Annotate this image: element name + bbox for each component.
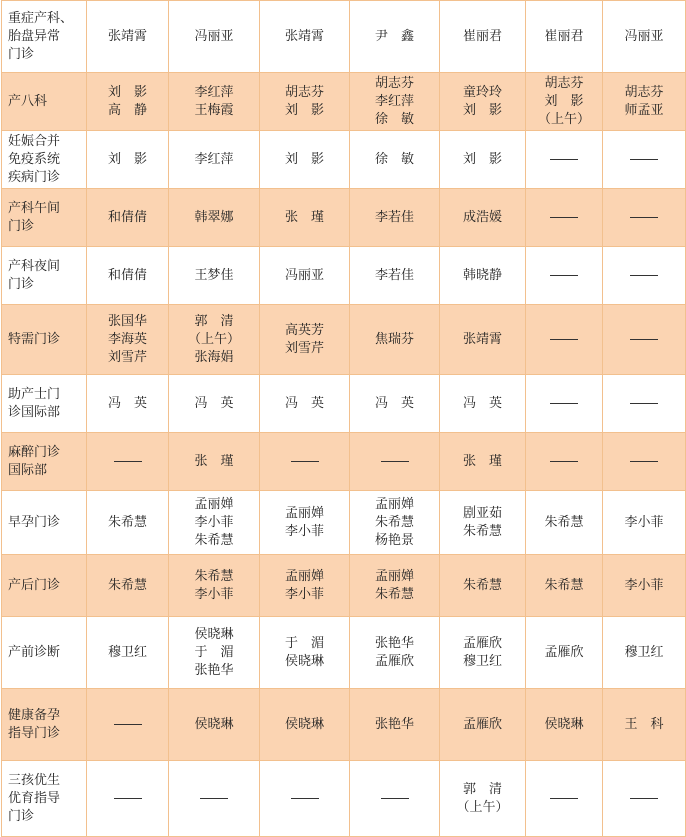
empty-dash xyxy=(550,798,578,799)
doctor-name: 李红萍 xyxy=(194,151,234,167)
doctor-cell xyxy=(603,305,686,375)
doctor-cell xyxy=(260,617,350,689)
doctor-name: 张艳华 xyxy=(194,662,234,678)
doctor-name: 和倩倩 xyxy=(107,209,147,225)
doctor-name: 朱希慧 xyxy=(107,514,147,530)
doctor-name: 朱希慧 xyxy=(544,514,584,530)
doctor-name: 李小菲 xyxy=(284,586,324,602)
doctor-cell xyxy=(169,1,260,73)
doctor-cell xyxy=(526,433,603,491)
doctor-cell xyxy=(169,247,260,305)
doctor-name: 孟雁欣 xyxy=(462,716,502,732)
doctor-name: 李小菲 xyxy=(624,577,664,593)
doctor-cell xyxy=(526,375,603,433)
doctor-name: 穆卫红 xyxy=(462,653,502,669)
doctor-name: 张 瑾 xyxy=(284,209,324,225)
doctor-name: 冯 英 xyxy=(284,395,324,411)
empty-dash xyxy=(550,159,578,160)
doctor-name: 孟丽婵 xyxy=(284,568,324,584)
doctor-cell xyxy=(603,247,686,305)
clinic-name-line: 门诊 xyxy=(8,218,35,234)
doctor-cell xyxy=(87,555,169,617)
doctor-cell xyxy=(440,555,526,617)
clinic-name-cell xyxy=(2,761,87,837)
doctor-cell xyxy=(350,555,440,617)
doctor-name: 刘雪芹 xyxy=(107,349,147,365)
doctor-name: 郭 清 xyxy=(462,781,502,797)
doctor-name: 高英芳 xyxy=(284,322,324,338)
clinic-name-line: 麻醉门诊 xyxy=(8,444,61,460)
doctor-name: 张艳华 xyxy=(374,716,414,732)
doctor-name: 韩晓静 xyxy=(462,267,502,283)
empty-dash xyxy=(550,461,578,462)
empty-dash xyxy=(114,798,142,799)
clinic-name-line: 三孩优生 xyxy=(8,772,61,788)
doctor-cell xyxy=(440,689,526,761)
doctor-name: （上午） xyxy=(187,331,240,347)
doctor-cell xyxy=(169,433,260,491)
empty-dash xyxy=(550,403,578,404)
doctor-cell xyxy=(350,189,440,247)
clinic-name-line: 胎盘异常 xyxy=(8,28,61,44)
empty-dash xyxy=(630,159,658,160)
empty-dash xyxy=(381,798,409,799)
doctor-cell xyxy=(169,617,260,689)
doctor-cell xyxy=(526,305,603,375)
doctor-cell xyxy=(87,1,169,73)
doctor-cell xyxy=(440,131,526,189)
doctor-cell xyxy=(440,433,526,491)
doctor-cell xyxy=(87,131,169,189)
empty-dash xyxy=(550,275,578,276)
doctor-name: 李若佳 xyxy=(374,267,414,283)
doctor-cell xyxy=(350,73,440,131)
doctor-cell xyxy=(260,433,350,491)
clinic-name-line: 诊国际部 xyxy=(8,404,61,420)
doctor-cell xyxy=(169,305,260,375)
doctor-name: 张国华 xyxy=(107,313,147,329)
doctor-cell xyxy=(87,491,169,555)
doctor-cell xyxy=(260,1,350,73)
doctor-cell xyxy=(169,375,260,433)
doctor-cell xyxy=(350,689,440,761)
clinic-name-line: 门诊 xyxy=(8,46,35,62)
doctor-cell xyxy=(440,305,526,375)
doctor-cell xyxy=(87,247,169,305)
doctor-cell xyxy=(87,73,169,131)
doctor-name: 李小菲 xyxy=(194,514,234,530)
doctor-name: 于 湄 xyxy=(284,635,324,651)
doctor-cell xyxy=(526,491,603,555)
doctor-cell xyxy=(260,189,350,247)
clinic-name-cell xyxy=(2,689,87,761)
doctor-cell xyxy=(603,189,686,247)
clinic-name-line: 门诊 xyxy=(8,276,35,292)
doctor-name: 徐 敏 xyxy=(374,111,414,127)
doctor-cell xyxy=(603,131,686,189)
doctor-cell xyxy=(603,1,686,73)
doctor-cell xyxy=(603,689,686,761)
empty-dash xyxy=(630,275,658,276)
clinic-name-cell xyxy=(2,555,87,617)
empty-dash xyxy=(630,339,658,340)
doctor-name: 侯晓琳 xyxy=(284,653,324,669)
doctor-name: 李红萍 xyxy=(194,84,234,100)
schedule-row xyxy=(2,73,686,131)
doctor-name: 冯丽亚 xyxy=(624,28,664,44)
doctor-name: 刘 影 xyxy=(462,151,502,167)
doctor-cell xyxy=(526,73,603,131)
doctor-cell xyxy=(87,689,169,761)
empty-dash xyxy=(114,461,142,462)
doctor-cell xyxy=(526,617,603,689)
doctor-name: 刘雪芹 xyxy=(284,340,324,356)
doctor-name: 崔丽君 xyxy=(544,28,584,44)
clinic-name-cell xyxy=(2,189,87,247)
doctor-cell xyxy=(87,305,169,375)
doctor-name: 朱希慧 xyxy=(462,577,502,593)
schedule-row xyxy=(2,131,686,189)
doctor-name: 侯晓琳 xyxy=(194,626,234,642)
doctor-cell xyxy=(440,247,526,305)
doctor-name: 朱希慧 xyxy=(544,577,584,593)
doctor-cell xyxy=(603,555,686,617)
doctor-name: 李若佳 xyxy=(374,209,414,225)
doctor-cell xyxy=(526,189,603,247)
empty-dash xyxy=(550,217,578,218)
doctor-cell xyxy=(169,555,260,617)
doctor-name: 李红萍 xyxy=(374,93,414,109)
doctor-cell xyxy=(350,131,440,189)
clinic-name-cell xyxy=(2,491,87,555)
doctor-cell xyxy=(87,433,169,491)
clinic-name-cell xyxy=(2,617,87,689)
clinic-name-cell xyxy=(2,305,87,375)
empty-dash xyxy=(550,339,578,340)
clinic-name-line: 国际部 xyxy=(8,462,48,478)
doctor-cell xyxy=(260,305,350,375)
doctor-name: 朱希慧 xyxy=(107,577,147,593)
doctor-name: 张艳华 xyxy=(374,635,414,651)
doctor-cell xyxy=(440,189,526,247)
doctor-cell xyxy=(350,1,440,73)
doctor-name: 穆卫红 xyxy=(107,644,147,660)
doctor-name: 李小菲 xyxy=(284,523,324,539)
doctor-cell xyxy=(603,433,686,491)
clinic-name-line: 产科夜间 xyxy=(8,258,61,274)
clinic-name-line: 门诊 xyxy=(8,808,35,824)
outpatient-schedule-table xyxy=(1,0,686,837)
clinic-name-line: 健康备孕 xyxy=(8,707,61,723)
doctor-name: （上午） xyxy=(537,111,590,127)
doctor-cell xyxy=(526,247,603,305)
doctor-name: 朱希慧 xyxy=(462,523,502,539)
doctor-name: 孟雁欣 xyxy=(544,644,584,660)
doctor-cell xyxy=(440,617,526,689)
doctor-cell xyxy=(603,761,686,837)
doctor-name: 朱希慧 xyxy=(194,532,234,548)
doctor-name: 郭 清 xyxy=(194,313,234,329)
doctor-cell xyxy=(440,761,526,837)
doctor-cell xyxy=(260,491,350,555)
empty-dash xyxy=(291,798,319,799)
schedule-row xyxy=(2,555,686,617)
doctor-cell xyxy=(526,555,603,617)
doctor-cell xyxy=(603,491,686,555)
doctor-name: 刘 影 xyxy=(107,151,147,167)
doctor-name: 朱希慧 xyxy=(374,586,414,602)
doctor-cell xyxy=(350,491,440,555)
clinic-name-cell xyxy=(2,1,87,73)
doctor-cell xyxy=(87,761,169,837)
clinic-name-cell xyxy=(2,131,87,189)
doctor-name: 刘 影 xyxy=(544,93,584,109)
doctor-name: 孟丽婵 xyxy=(374,496,414,512)
doctor-name: 杨艳景 xyxy=(374,532,414,548)
doctor-name: 冯 英 xyxy=(462,395,502,411)
doctor-cell xyxy=(260,761,350,837)
clinic-name-line: 妊娠合并 xyxy=(8,133,61,149)
doctor-name: 侯晓琳 xyxy=(194,716,234,732)
schedule-row xyxy=(2,689,686,761)
doctor-cell xyxy=(526,761,603,837)
doctor-name: 王梦佳 xyxy=(194,267,234,283)
doctor-name: 冯 英 xyxy=(107,395,147,411)
doctor-cell xyxy=(350,433,440,491)
doctor-name: 冯 英 xyxy=(374,395,414,411)
doctor-name: 张 瑾 xyxy=(462,453,502,469)
doctor-name: 徐 敏 xyxy=(374,151,414,167)
doctor-cell xyxy=(169,131,260,189)
clinic-name-cell xyxy=(2,73,87,131)
doctor-name: 孟丽婵 xyxy=(374,568,414,584)
doctor-name: 冯丽亚 xyxy=(284,267,324,283)
doctor-name: 王梅霞 xyxy=(194,102,234,118)
doctor-name: 崔丽君 xyxy=(462,28,502,44)
empty-dash xyxy=(291,461,319,462)
clinic-name-line: 免疫系统 xyxy=(8,151,61,167)
empty-dash xyxy=(630,798,658,799)
doctor-name: 胡志芬 xyxy=(284,84,324,100)
doctor-cell xyxy=(169,761,260,837)
schedule-row xyxy=(2,761,686,837)
doctor-cell xyxy=(526,131,603,189)
doctor-cell xyxy=(440,73,526,131)
doctor-cell xyxy=(350,305,440,375)
doctor-name: 张靖霄 xyxy=(462,331,502,347)
doctor-name: 李小菲 xyxy=(624,514,664,530)
doctor-name: 高 静 xyxy=(107,102,147,118)
clinic-name-line: 产前诊断 xyxy=(8,644,61,660)
empty-dash xyxy=(381,461,409,462)
doctor-name: （上午） xyxy=(456,799,509,815)
doctor-cell xyxy=(260,555,350,617)
doctor-cell xyxy=(169,73,260,131)
doctor-cell xyxy=(526,1,603,73)
doctor-name: 胡志芬 xyxy=(624,84,664,100)
doctor-name: 刘 影 xyxy=(284,102,324,118)
clinic-name-line: 产科午间 xyxy=(8,200,61,216)
doctor-name: 孟丽婵 xyxy=(194,496,234,512)
doctor-name: 于 湄 xyxy=(194,644,234,660)
doctor-name: 和倩倩 xyxy=(107,267,147,283)
doctor-name: 侯晓琳 xyxy=(284,716,324,732)
doctor-cell xyxy=(260,375,350,433)
doctor-name: 孟雁欣 xyxy=(374,653,414,669)
doctor-name: 李海英 xyxy=(107,331,147,347)
doctor-cell xyxy=(260,131,350,189)
schedule-row xyxy=(2,305,686,375)
doctor-cell xyxy=(350,617,440,689)
doctor-name: 张 瑾 xyxy=(194,453,234,469)
doctor-name: 孟雁欣 xyxy=(462,635,502,651)
doctor-cell xyxy=(526,689,603,761)
clinic-name-line: 助产士门 xyxy=(8,386,61,402)
doctor-name: 刘 影 xyxy=(107,84,147,100)
doctor-cell xyxy=(260,689,350,761)
doctor-name: 胡志芬 xyxy=(544,75,584,91)
doctor-cell xyxy=(603,375,686,433)
doctor-name: 尹 鑫 xyxy=(374,28,414,44)
doctor-cell xyxy=(260,73,350,131)
doctor-name: 师孟亚 xyxy=(624,102,664,118)
doctor-cell xyxy=(169,491,260,555)
doctor-name: 冯丽亚 xyxy=(194,28,234,44)
doctor-cell xyxy=(603,73,686,131)
empty-dash xyxy=(630,403,658,404)
clinic-name-line: 产八科 xyxy=(8,93,48,109)
doctor-name: 刘 影 xyxy=(284,151,324,167)
doctor-cell xyxy=(169,689,260,761)
doctor-cell xyxy=(350,247,440,305)
doctor-cell xyxy=(87,617,169,689)
clinic-name-line: 重症产科、 xyxy=(8,10,74,26)
schedule-row xyxy=(2,491,686,555)
doctor-name: 孟丽婵 xyxy=(284,505,324,521)
schedule-row xyxy=(2,617,686,689)
schedule-row xyxy=(2,1,686,73)
doctor-name: 童玲玲 xyxy=(462,84,502,100)
doctor-name: 韩翠娜 xyxy=(194,209,234,225)
doctor-cell xyxy=(87,189,169,247)
doctor-cell xyxy=(350,375,440,433)
doctor-name: 王 科 xyxy=(624,716,664,732)
doctor-name: 朱希慧 xyxy=(194,568,234,584)
schedule-row xyxy=(2,189,686,247)
doctor-name: 成浩媛 xyxy=(462,209,502,225)
clinic-name-line: 疾病门诊 xyxy=(8,169,61,185)
clinic-name-line: 产后门诊 xyxy=(8,577,61,593)
doctor-cell xyxy=(603,617,686,689)
clinic-name-cell xyxy=(2,433,87,491)
doctor-name: 张海娟 xyxy=(194,349,234,365)
doctor-name: 李小菲 xyxy=(194,586,234,602)
schedule-body xyxy=(2,1,686,837)
doctor-name: 侯晓琳 xyxy=(544,716,584,732)
doctor-name: 张靖霄 xyxy=(284,28,324,44)
clinic-name-line: 指导门诊 xyxy=(8,725,61,741)
empty-dash xyxy=(630,217,658,218)
clinic-name-line: 早孕门诊 xyxy=(8,514,61,530)
clinic-name-cell xyxy=(2,247,87,305)
doctor-cell xyxy=(440,1,526,73)
doctor-name: 冯 英 xyxy=(194,395,234,411)
doctor-cell xyxy=(87,375,169,433)
clinic-name-line: 特需门诊 xyxy=(8,331,61,347)
empty-dash xyxy=(630,461,658,462)
clinic-name-line: 优育指导 xyxy=(8,790,61,806)
schedule-row xyxy=(2,247,686,305)
doctor-name: 张靖霄 xyxy=(107,28,147,44)
doctor-name: 穆卫红 xyxy=(624,644,664,660)
doctor-cell xyxy=(169,189,260,247)
doctor-name: 胡志芬 xyxy=(374,75,414,91)
doctor-name: 焦瑞芬 xyxy=(374,331,414,347)
empty-dash xyxy=(114,724,142,725)
empty-dash xyxy=(200,798,228,799)
doctor-cell xyxy=(260,247,350,305)
doctor-name: 刘 影 xyxy=(462,102,502,118)
doctor-cell xyxy=(440,491,526,555)
doctor-name: 朱希慧 xyxy=(374,514,414,530)
schedule-row xyxy=(2,375,686,433)
doctor-cell xyxy=(350,761,440,837)
schedule-row xyxy=(2,433,686,491)
clinic-name-cell xyxy=(2,375,87,433)
doctor-cell xyxy=(440,375,526,433)
doctor-name: 剧亚茹 xyxy=(462,505,502,521)
